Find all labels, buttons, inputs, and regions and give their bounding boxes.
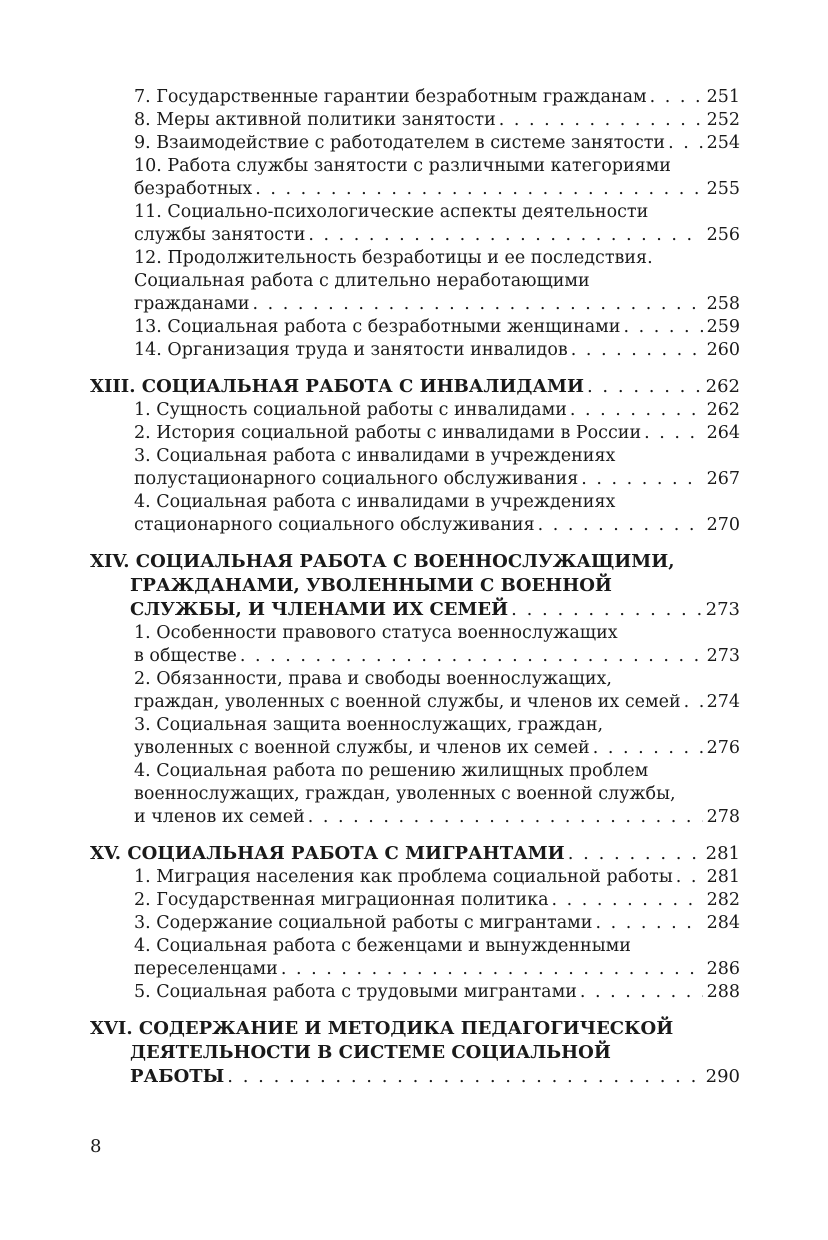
- dot-leader: [308, 224, 703, 247]
- toc-item: [90, 491, 740, 537]
- toc-item: [90, 668, 740, 714]
- entry-page-number: 288: [706, 982, 740, 1002]
- entry-page-number: 254: [706, 133, 740, 153]
- toc-chapter: [90, 1017, 740, 1089]
- dot-leader: [570, 399, 703, 422]
- dot-leader: [552, 889, 703, 912]
- table-of-contents: [90, 86, 740, 1089]
- entry-page-number: 273: [706, 646, 740, 666]
- entry-page-number: 259: [706, 317, 740, 337]
- toc-item: [90, 935, 740, 981]
- entry-title-line: и членов их семей: [134, 807, 305, 827]
- entry-title-line: 5. Социальная работа с трудовыми мигрантами: [134, 982, 577, 1002]
- entry-title-line: XV. СОЦИАЛЬНАЯ РАБОТА С МИГРАНТАМИ: [90, 843, 565, 864]
- toc-item: [90, 316, 740, 339]
- entry-title-line: 2. Государственная миграционная политика: [134, 890, 549, 910]
- dot-leader: [684, 691, 703, 714]
- entry-page-number: 284: [706, 913, 740, 933]
- dot-leader: [511, 598, 702, 622]
- entry-page-number: 251: [706, 87, 740, 107]
- entry-title-line: в обществе: [134, 646, 237, 666]
- toc-item: [90, 714, 740, 760]
- entry-title-line: стационарного социального обслуживания: [134, 515, 535, 535]
- section-gap: [90, 537, 740, 550]
- entry-title-line: 11. Социально-психологические аспекты деятельности: [134, 202, 649, 222]
- entry-title-line: безработных: [134, 179, 253, 199]
- toc-item: [90, 247, 740, 316]
- dot-leader: [538, 514, 703, 537]
- entry-page-number: 278: [706, 807, 740, 827]
- entry-title-line: 7. Государственные гарантии безработным гражданам: [134, 87, 647, 107]
- toc-item: [90, 912, 740, 935]
- entry-page-number: 281: [705, 843, 740, 864]
- entry-title-line: гражданами: [134, 294, 250, 314]
- entry-title-line: 3. Социальная работа с инвалидами в учреждениях: [134, 446, 616, 466]
- entry-title-line: 1. Особенности правового статуса военнослужащих: [134, 623, 618, 643]
- entry-title-line: XIV. СОЦИАЛЬНАЯ РАБОТА С ВОЕННОСЛУЖАЩИМИ,: [90, 551, 675, 572]
- entry-page-number: 262: [705, 376, 740, 397]
- entry-title-line: ДЕЯТЕЛЬНОСТИ В СИСТЕМЕ СОЦИАЛЬНОЙ: [130, 1042, 611, 1063]
- entry-page-number: 281: [706, 867, 740, 887]
- entry-title-line: 4. Социальная работа с беженцами и вынужденными: [134, 936, 631, 956]
- toc-item: [90, 866, 740, 889]
- dot-leader: [587, 375, 703, 399]
- entry-title-line: 8. Меры активной политики занятости: [134, 110, 496, 130]
- toc-item: [90, 399, 740, 422]
- entry-title-line: 9. Взаимодействие с работодателем в системе занятости: [134, 133, 666, 153]
- dot-leader: [623, 316, 703, 339]
- entry-title-line: 4. Социальная работа с инвалидами в учреждениях: [134, 492, 616, 512]
- toc-item: [90, 422, 740, 445]
- entry-title-line: 3. Содержание социальной работы с мигрантами: [134, 913, 593, 933]
- dot-leader: [240, 645, 703, 668]
- entry-page-number: 273: [705, 599, 740, 620]
- entry-title-line: 1. Миграция населения как проблема социальной работы: [134, 867, 673, 887]
- entry-title-line: XVI. СОДЕРЖАНИЕ И МЕТОДИКА ПЕДАГОГИЧЕСКОЙ: [90, 1018, 674, 1039]
- entry-title-line: граждан, уволенных с военной службы, и членов их семей: [134, 692, 681, 712]
- toc-item: [90, 445, 740, 491]
- entry-title-line: переселенцами: [134, 959, 278, 979]
- dot-leader: [593, 737, 703, 760]
- dot-leader: [650, 86, 703, 109]
- entry-title-line: уволенных с военной службы, и членов их семей: [134, 738, 590, 758]
- dot-leader: [227, 1065, 702, 1089]
- toc-item: [90, 155, 740, 201]
- entry-page-number: 252: [706, 110, 740, 130]
- entry-title-line: 12. Продолжительность безработицы и ее последствия.: [134, 248, 653, 268]
- entry-title-line: службы занятости: [134, 225, 306, 245]
- entry-title-line: СЛУЖБЫ, И ЧЛЕНАМИ ИХ СЕМЕЙ: [130, 599, 509, 620]
- dot-leader: [499, 109, 703, 132]
- entry-title-line: полустационарного социального обслуживания: [134, 469, 579, 489]
- entry-title-line: 1. Сущность социальной работы с инвалидами: [134, 400, 567, 420]
- entry-title-line: 14. Организация труда и занятости инвалидов: [134, 340, 568, 360]
- entry-page-number: 290: [705, 1066, 740, 1087]
- entry-page-number: 260: [706, 340, 740, 360]
- entry-page-number: 256: [706, 225, 740, 245]
- entry-page-number: 255: [706, 179, 740, 199]
- toc-item: [90, 201, 740, 247]
- entry-page-number: 267: [706, 469, 740, 489]
- entry-page-number: 258: [706, 294, 740, 314]
- toc-item: [90, 622, 740, 668]
- entry-title-line: 10. Работа службы занятости с различными категориями: [134, 156, 671, 176]
- page-number: 8: [90, 1136, 102, 1157]
- dot-leader: [676, 866, 703, 889]
- section-gap: [90, 829, 740, 842]
- dot-leader: [568, 842, 703, 866]
- entry-title-line: военнослужащих, граждан, уволенных с военной службы,: [134, 784, 676, 804]
- entry-page-number: 276: [706, 738, 740, 758]
- toc-item: [90, 339, 740, 362]
- dot-leader: [595, 912, 703, 935]
- dot-leader: [580, 981, 703, 1004]
- dot-leader: [253, 293, 704, 316]
- entry-title-line: Социальная работа с длительно неработающими: [134, 271, 590, 291]
- dot-leader: [644, 422, 703, 445]
- entry-page-number: 274: [706, 692, 740, 712]
- toc-item: [90, 760, 740, 829]
- entry-title-line: ГРАЖДАНАМИ, УВОЛЕННЫМИ С ВОЕННОЙ: [130, 575, 612, 596]
- dot-leader: [571, 339, 703, 362]
- entry-title-line: 13. Социальная работа с безработными женщинами: [134, 317, 621, 337]
- toc-chapter: [90, 842, 740, 866]
- entry-title-line: 4. Социальная работа по решению жилищных проблем: [134, 761, 649, 781]
- dot-leader: [308, 806, 703, 829]
- entry-page-number: 282: [706, 890, 740, 910]
- toc-item: [90, 109, 740, 132]
- dot-leader: [255, 178, 703, 201]
- toc-item: [90, 132, 740, 155]
- entry-title-line: РАБОТЫ: [130, 1066, 225, 1087]
- toc-chapter: [90, 550, 740, 622]
- dot-leader: [581, 468, 703, 491]
- entry-page-number: 264: [706, 423, 740, 443]
- dot-leader: [668, 132, 703, 155]
- entry-page-number: 270: [706, 515, 740, 535]
- toc-item: [90, 889, 740, 912]
- entry-title-line: XIII. СОЦИАЛЬНАЯ РАБОТА С ИНВАЛИДАМИ: [90, 376, 584, 397]
- toc-item: [90, 981, 740, 1004]
- toc-item: [90, 86, 740, 109]
- section-gap: [90, 1004, 740, 1017]
- dot-leader: [281, 958, 703, 981]
- entry-page-number: 262: [706, 400, 740, 420]
- entry-title-line: 2. Обязанности, права и свободы военнослужащих,: [134, 669, 612, 689]
- toc-chapter: [90, 375, 740, 399]
- section-gap: [90, 362, 740, 375]
- entry-page-number: 286: [706, 959, 740, 979]
- entry-title-line: 2. История социальной работы с инвалидами в России: [134, 423, 642, 443]
- entry-title-line: 3. Социальная защита военнослужащих, граждан,: [134, 715, 604, 735]
